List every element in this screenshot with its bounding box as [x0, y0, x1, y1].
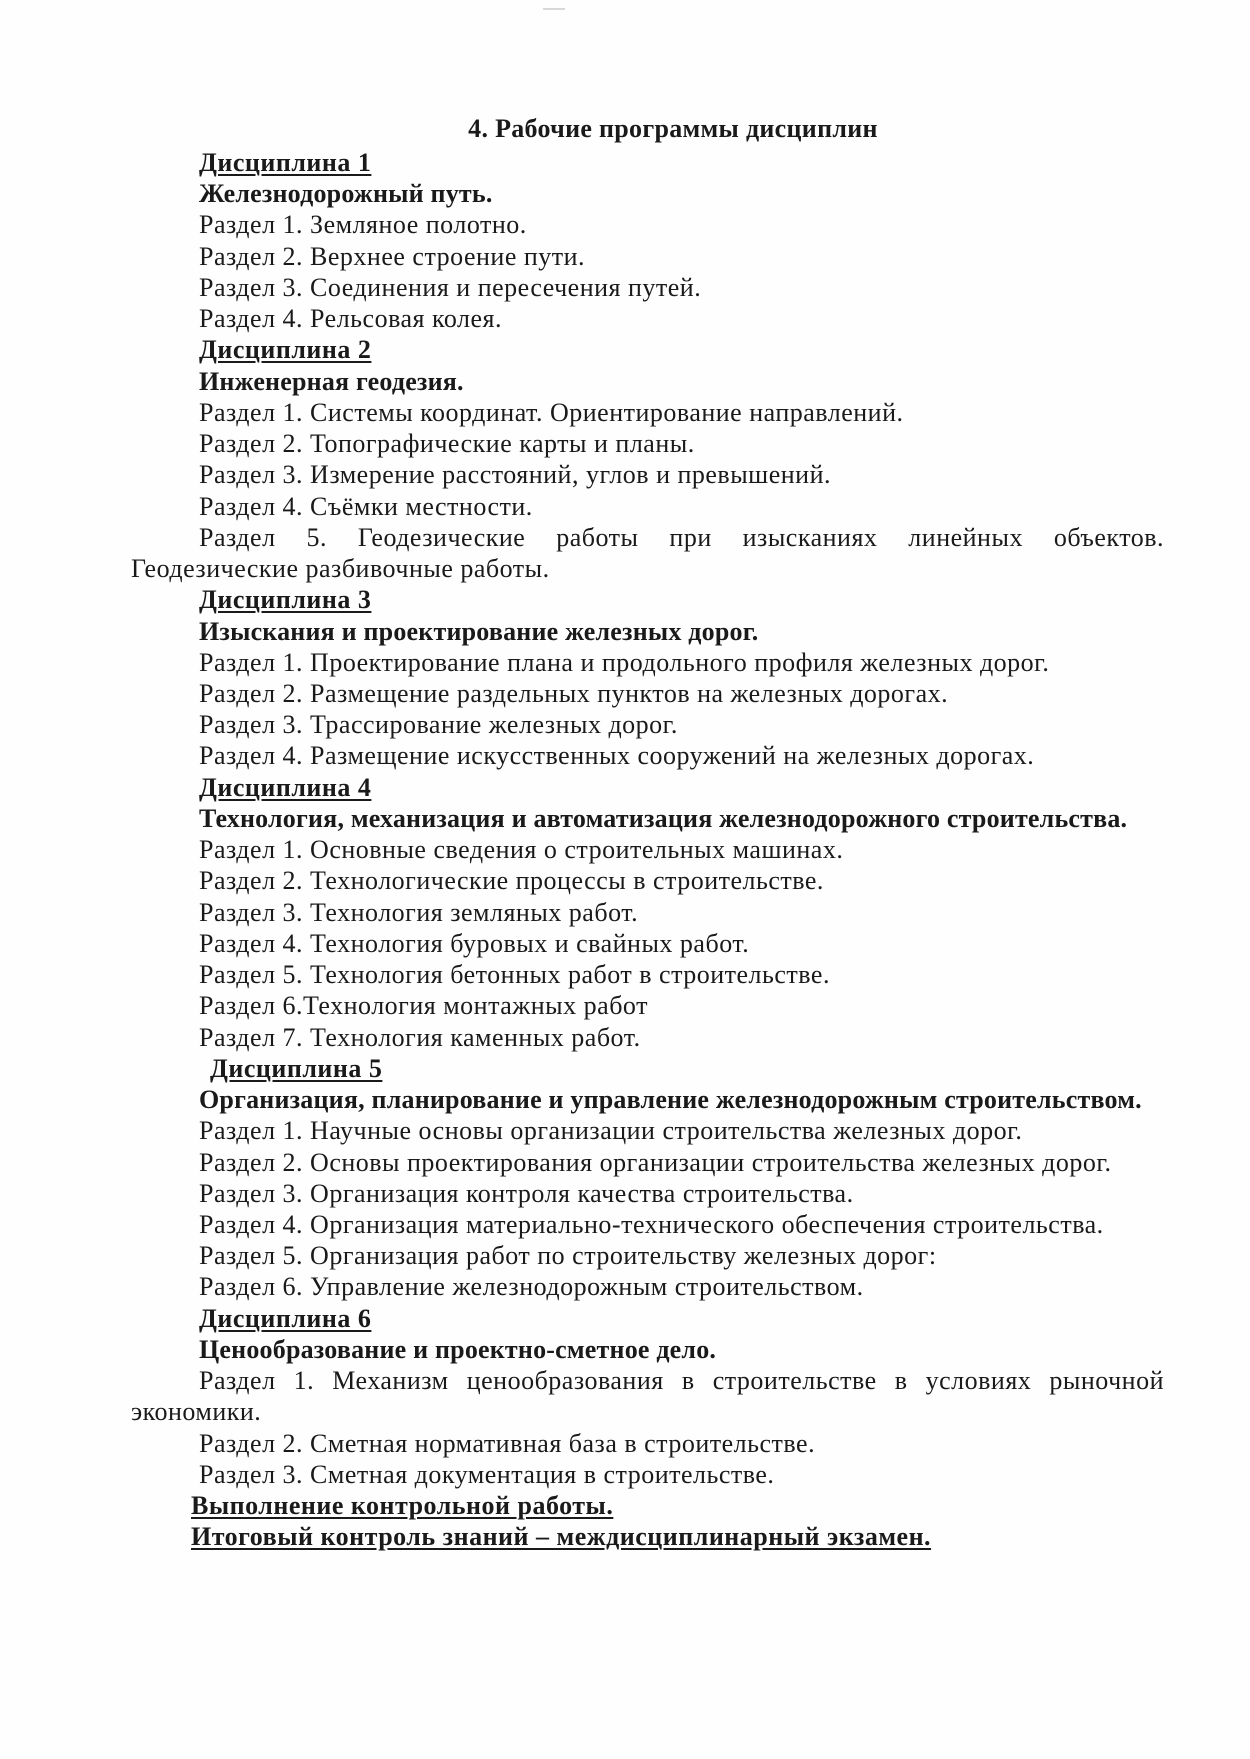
- section-item: Раздел 5. Геодезические работы при изысканиях линейных объектов.: [199, 522, 1164, 552]
- section-item: Раздел 3. Измерение расстояний, углов и превышений.: [199, 460, 831, 490]
- section-item: Раздел 2. Топографические карты и планы.: [199, 429, 695, 459]
- page-title: 4. Рабочие программы дисциплин: [468, 114, 878, 143]
- section-item: Раздел 3. Трассирование железных дорог.: [199, 710, 678, 740]
- section-item: Раздел 1. Основные сведения о строительных машинах.: [199, 835, 844, 865]
- section-item: Раздел 2. Технологические процессы в строительстве.: [199, 866, 824, 896]
- discipline-name: Инженерная геодезия.: [199, 366, 464, 396]
- section-item: Раздел 6.Технология монтажных работ: [199, 991, 648, 1021]
- section-item: Раздел 4. Рельсовая колея.: [199, 304, 502, 334]
- scan-artifact: [543, 8, 565, 10]
- discipline-label: Дисциплина 3: [199, 585, 372, 615]
- section-item: Раздел 1. Земляное полотно.: [199, 210, 527, 240]
- section-item: Раздел 5. Организация работ по строительству железных дорог:: [199, 1241, 937, 1271]
- section-item: Раздел 6. Управление железнодорожным строительством.: [199, 1272, 864, 1302]
- section-item: Раздел 2. Размещение раздельных пунктов на железных дорогах.: [199, 678, 949, 708]
- coursework-heading: Выполнение контрольной работы.: [191, 1491, 614, 1521]
- section-item: Раздел 7. Технология каменных работ.: [199, 1022, 641, 1052]
- section-item: Раздел 3. Организация контроля качества строительства.: [199, 1178, 854, 1208]
- section-item: Раздел 1. Проектирование плана и продольного профиля железных дорог.: [199, 647, 1050, 677]
- discipline-label: Дисциплина 6: [199, 1303, 372, 1333]
- section-item-continuation: Геодезические разбивочные работы.: [131, 554, 550, 584]
- section-item: Раздел 1. Системы координат. Ориентирование направлений.: [199, 397, 904, 427]
- section-item-continuation: экономики.: [131, 1397, 262, 1427]
- discipline-name: Изыскания и проектирование железных дорог.: [199, 616, 759, 646]
- document-body: [131, 147, 1164, 1553]
- discipline-name: Организация, планирование и управление железнодорожным строительством.: [199, 1085, 1142, 1115]
- section-item: Раздел 1. Научные основы организации строительства железных дорог.: [199, 1116, 1023, 1146]
- section-item: Раздел 5. Технология бетонных работ в строительстве.: [199, 960, 830, 990]
- section-item: Раздел 2. Основы проектирования организации строительства железных дорог.: [199, 1147, 1112, 1177]
- discipline-label: Дисциплина 2: [199, 335, 372, 365]
- section-item: Раздел 4. Организация материально-технического обеспечения строительства.: [199, 1209, 1104, 1239]
- section-item: Раздел 2. Верхнее строение пути.: [199, 241, 586, 271]
- section-item: Раздел 3. Соединения и пересечения путей.: [199, 272, 702, 302]
- section-item: Раздел 3. Сметная документация в строительстве.: [199, 1459, 775, 1489]
- discipline-label: Дисциплина 1: [199, 148, 372, 177]
- discipline-name: Технология, механизация и автоматизация железнодорожного строительства.: [199, 803, 1128, 833]
- section-item: Раздел 4. Размещение искусственных сооружений на железных дорогах.: [199, 741, 1035, 771]
- discipline-label: Дисциплина 4: [199, 772, 372, 802]
- section-item: Раздел 1. Механизм ценообразования в строительстве в условиях рыночной: [199, 1366, 1164, 1396]
- discipline-name: Ценообразование и проектно-сметное дело.: [199, 1334, 717, 1364]
- discipline-label: Дисциплина 5: [210, 1053, 383, 1083]
- section-item: Раздел 2. Сметная нормативная база в строительстве.: [199, 1428, 816, 1458]
- discipline-name: Железнодорожный путь.: [199, 179, 493, 209]
- section-item: Раздел 4. Технология буровых и свайных работ.: [199, 928, 750, 958]
- section-item: Раздел 3. Технология земляных работ.: [199, 897, 639, 927]
- final-exam-heading: Итоговый контроль знаний – междисциплинарный экзамен.: [191, 1522, 932, 1552]
- section-item: Раздел 4. Съёмки местности.: [199, 491, 533, 521]
